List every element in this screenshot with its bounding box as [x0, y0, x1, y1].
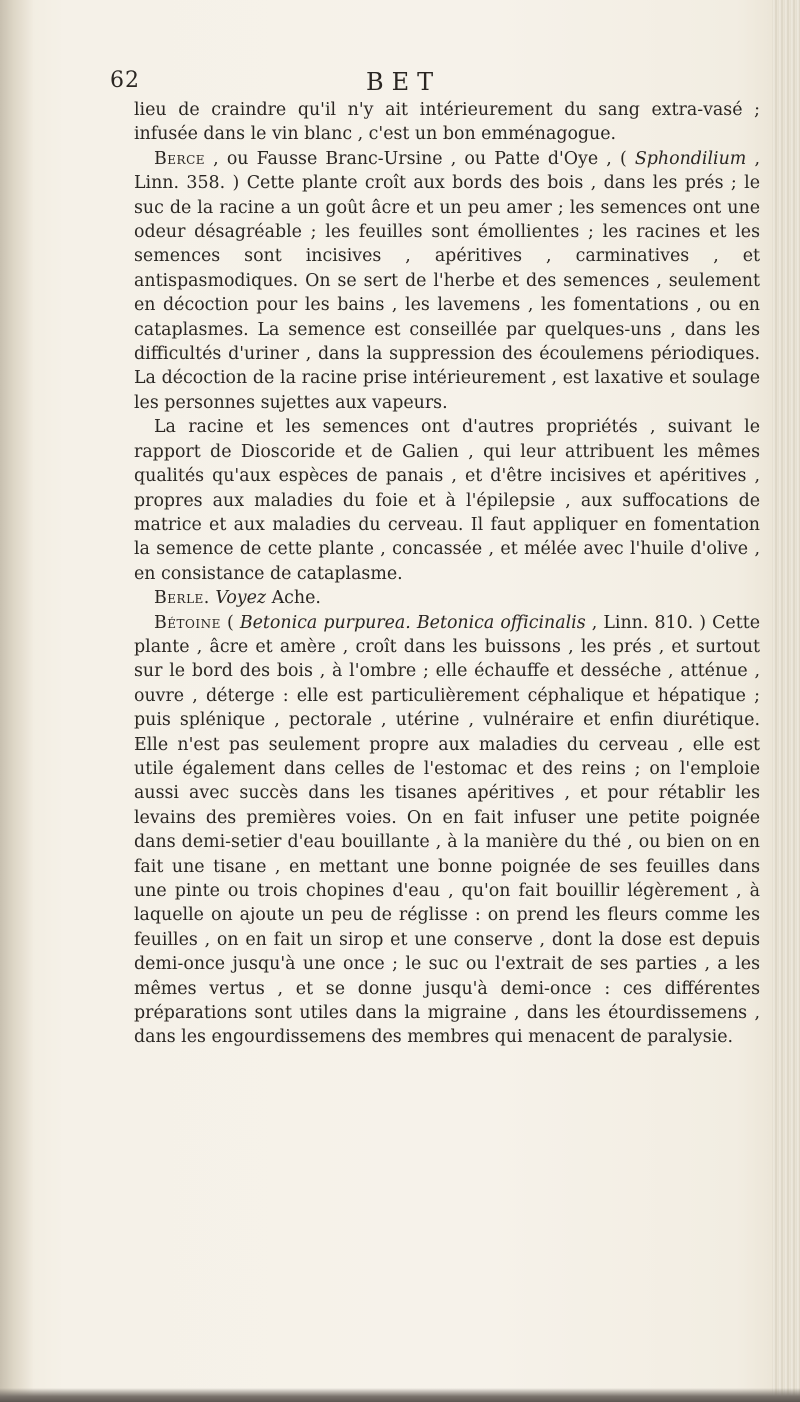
entry-berce: [134, 147, 760, 415]
entry-headword: Bétoine: [154, 612, 221, 633]
entry-alt-name: Fausse Branc-Ursine: [256, 148, 443, 169]
entry-betoine: Bétoine ( Betonica purpurea. Betonica officinalis , Linn. 810. ) Cette plante , âcre et amère , croît dans les buissons , les prés , et surtout sur le bord des bois , à l'ombre ; elle échauffe et desséche , atténue , ouvre , déterge : elle est particulièrement céphalique et hépatique ; puis splénique , pectorale , utérine , vulnéraire et enfin diurétique. Elle n'est pas seulement propre aux maladies du cerveau , elle est utile également dans celles de l'estomac et des reins ; on l'emploie aussi avec succès dans les tisanes apéritives , et pour rétablir les levains des premières voies. On en fait infuser une petite poignée dans demi-setier d'eau bouillante , à la manière du thé , ou bien on en fait une tisane , en mettant une bonne poignée de ses feuilles dans une pinte ou trois chopines d'eau , qu'on fait bouillir légèrement , à laquelle on ajoute un peu de réglisse : on prend les fleurs comme les feuilles , on en fait un sirop et une conserve , dont la dose est depuis demi-once jusqu'à une once ; le suc ou l'extrait de ses parties , a les mêmes vertus , et se donne jusqu'à demi-once : ces différentes préparations sont utiles dans la migraine , dans les étourdissemens , dans les engourdissemens des membres qui menacent de paralysie.: [134, 612, 760, 1048]
body-text: [134, 98, 760, 1050]
page-header: [110, 68, 725, 96]
entry-text: , ou Patte d'Oye , (: [442, 148, 635, 169]
entry-text: Ache.: [266, 588, 321, 609]
page-number: 62: [110, 68, 140, 93]
entry-latin-name: Betonica purpurea. Betonica officinalis: [239, 612, 586, 633]
entry-headword: Berle.: [154, 588, 210, 609]
entry-headword: Berce: [154, 148, 206, 169]
page-bottom-edge: [0, 1388, 800, 1402]
entry-berle: [134, 586, 760, 610]
running-head: BET: [366, 68, 442, 96]
entry-latin-name: Sphondilium: [634, 148, 747, 169]
entry-text: , ou: [205, 148, 257, 169]
paragraph-continuation: [134, 98, 760, 147]
entry-cross-reference: Voyez: [215, 588, 267, 609]
entry-text: , Linn. 358. ) Cette plante croît aux bords des bois , dans les prés ; le suc de la racine a un goût âcre et un peu amer ; les semences ont une odeur désagréable ; les feuilles sont émollientes ; les racines et les semences sont incisives , apéritives , carminatives , et antispasmodiques. On se sert de l'herbe et des semences , seulement en décoction pour les bains , les lavemens , les fomentations , ou en cataplasmes. La semence est conseillée par quelques-uns , dans les difficultés d'uriner , dans la suppression des écoulemens périodiques. La décoction de la racine prise intérieurement , est laxative et soulage les personnes sujettes aux vapeurs.: [134, 148, 760, 413]
paragraph-text: La racine et les semences ont d'autres propriétés , suivant le rapport de Dioscoride et de Galien , qui leur attribuent les mêmes qualités qu'aux espèces de panais , et d'être incisives et apéritives , propres aux maladies du foie et à l'épilepsie , aux suffocations de matrice et aux maladies du cerveau. Il faut appliquer en fomentation la semence de cette plante , concassée , et mélée avec l'huile d'olive , en consistance de cataplasme.: [134, 417, 760, 584]
paragraph-text: lieu de craindre qu'il n'y ait intérieurement du sang extra-vasé ; infusée dans le vin blanc , c'est un bon emménagogue.: [134, 100, 760, 145]
book-gutter-shadow: [0, 0, 34, 1402]
page-edge-strips: [772, 0, 800, 1402]
entry-text: , Linn. 810. ) Cette plante , âcre et amère , croît dans les buissons , les prés , et surtout sur le bord des bois , à l'ombre ; elle échauffe et desséche , atténue , ouvre , déterge : elle est particulièrement céphalique et hépatique ; puis splénique , pectorale , utérine , vulnéraire et enfin diurétique. Elle n'est pas seulement propre aux maladies du cerveau , elle est utile également dans celles de l'estomac et des reins ; on l'emploie aussi avec succès dans les tisanes apéritives , et pour rétablir les levains des premières voies. On en fait infuser une petite poignée dans demi-setier d'eau bouillante , à la manière du thé , ou bien on en fait une tisane , en mettant une bonne poignée de ses feuilles dans une pinte ou trois chopines d'eau , qu'on fait bouillir légèrement , à laquelle on ajoute un peu de réglisse : on prend les fleurs comme les feuilles , on en fait un sirop et une conserve , dont la dose est depuis demi-once jusqu'à une once ; le suc ou l'extrait de ses parties , a les mêmes vertus , et se donne jusqu'à demi-once : ces différentes préparations sont utiles dans la migraine , dans les étourdissemens , dans les engourdissemens des membres qui menacent de paralysie.: [134, 612, 760, 1048]
paragraph-berce-properties: [134, 415, 760, 586]
